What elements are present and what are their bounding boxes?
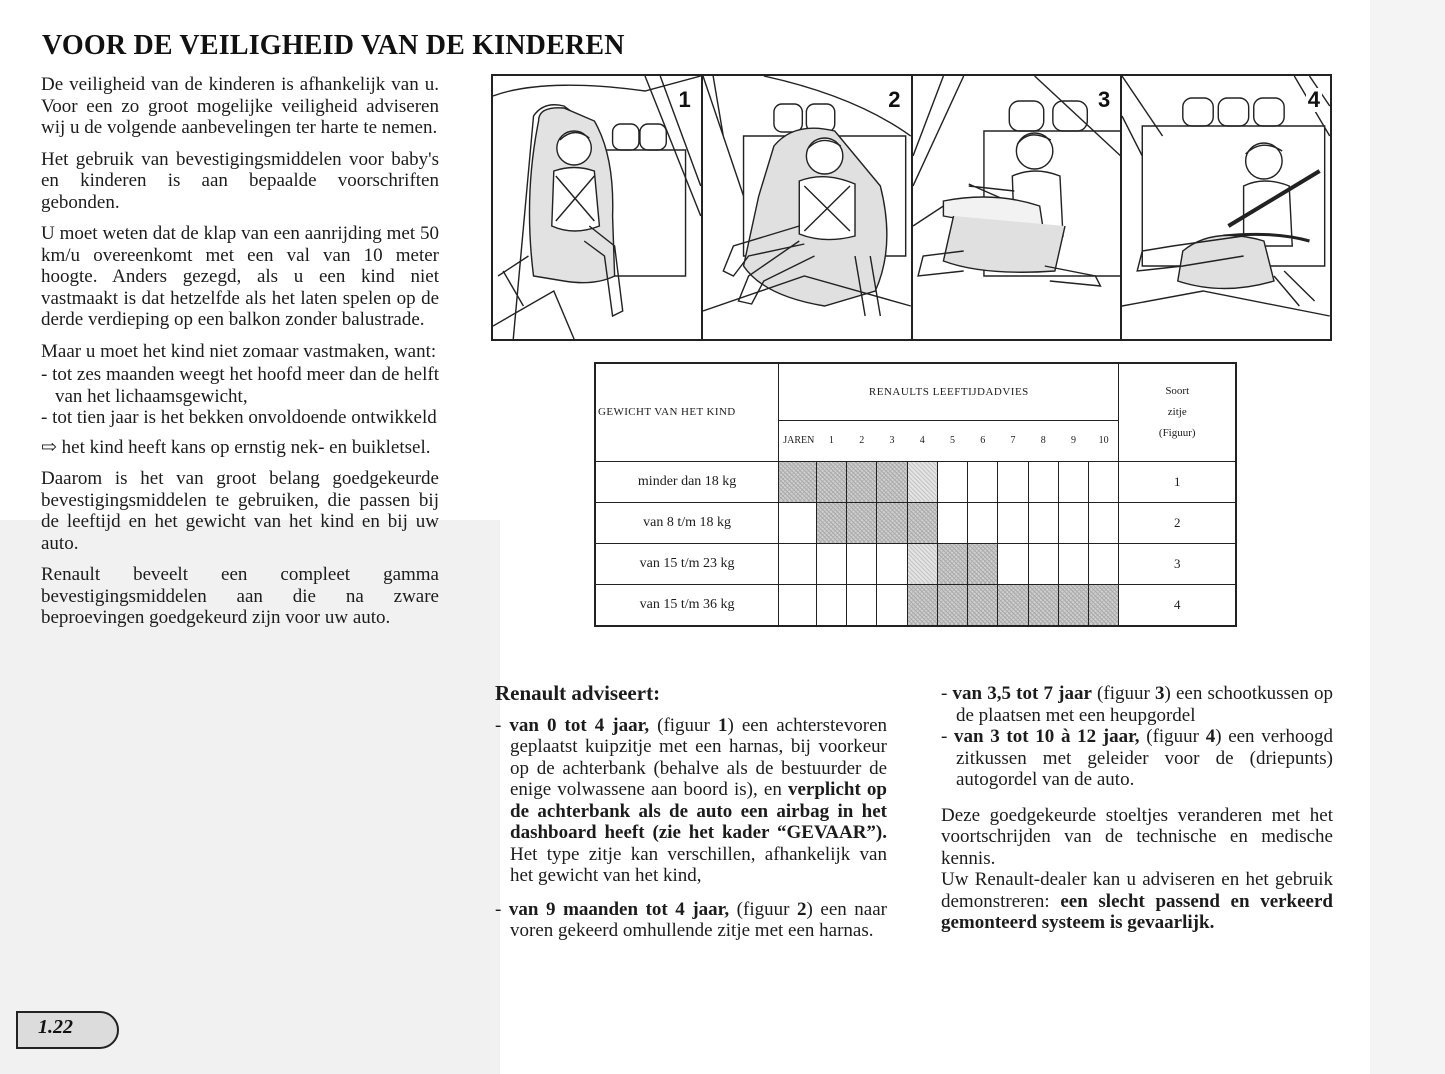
figure-reference: 4 [1119, 584, 1236, 626]
bullet-head-weight: - tot zes maanden weegt het hoofd meer dan de helft van het lichaamsgewicht, [41, 364, 439, 407]
year-label: 6 [968, 420, 998, 461]
age-cell [779, 502, 817, 543]
renault-range-paragraph: Renault beveelt een compleet gamma bevestigingsmiddelen aan die na zware beproevingen goedgekeurd zijn voor uw auto. [41, 564, 439, 628]
figure-2-forward-facing-seat [703, 76, 913, 339]
table-row [595, 461, 1236, 502]
year-label: 5 [937, 420, 967, 461]
age-cell [907, 502, 937, 543]
approved-devices-paragraph: Daarom is het van groot belang goedgekeurde bevestigingsmiddelen te gebruiken, die passen bij de leeftijd en het gewicht van het kind en bij uw auto. [41, 468, 439, 554]
regulations-paragraph: Het gebruik van bevestigingsmiddelen voor baby's en kinderen is aan bepaalde voorschriften gebonden. [41, 148, 439, 213]
weight-label: van 15 t/m 36 kg [595, 584, 779, 626]
weight-label: van 8 t/m 18 kg [595, 502, 779, 543]
age-cell [847, 584, 877, 626]
age-cell [968, 584, 998, 626]
age-cell [968, 502, 998, 543]
weight-column-header: GEWICHT VAN HET KIND [595, 363, 779, 461]
figure-number: 4 [1307, 87, 1320, 112]
table-row [595, 502, 1236, 543]
weight-label: van 15 t/m 23 kg [595, 543, 779, 584]
intro-column [41, 74, 439, 639]
impact-paragraph: U moet weten dat de klap van een aanrijding met 50 km/u overeenkomt met een val van 10 meter hoogte. Anders gezegd, als u een kind niet vastmaakt is dat hetzelfde als het laten spelen op de derde verdieping op een balkon zonder balustrade. [41, 223, 439, 330]
age-cell [1058, 461, 1088, 502]
renault-age-advice-header: RENAULTS LEEFTIJDADVIES [779, 363, 1119, 420]
age-cell [998, 584, 1028, 626]
figure-1-rear-facing-seat [493, 76, 703, 339]
age-cell [816, 584, 846, 626]
year-label: 3 [877, 420, 907, 461]
age-cell [779, 461, 817, 502]
age-cell [907, 543, 937, 584]
injury-warning: ⇨ het kind heeft kans op ernstig nek- en buikletsel. [41, 436, 431, 458]
age-cell [998, 543, 1028, 584]
age-cell [877, 584, 907, 626]
age-cell [779, 584, 817, 626]
age-cell [1028, 461, 1058, 502]
forward-facing-seat-drawing [703, 76, 911, 339]
advice-item-9-months-4-years: - van 9 maanden tot 4 jaar, (figuur 2) een naar voren gekeerd omhullende zitje met een harnas. [495, 898, 887, 941]
age-cell [877, 502, 907, 543]
age-cell [1089, 584, 1119, 626]
age-cell [877, 543, 907, 584]
age-cell [1058, 543, 1088, 584]
year-label: 2 [847, 420, 877, 461]
age-cell [937, 461, 967, 502]
age-cell [968, 461, 998, 502]
age-cell [937, 584, 967, 626]
rear-facing-seat-drawing [493, 76, 701, 339]
age-cell [1089, 461, 1119, 502]
advice-column-right [941, 683, 1333, 934]
age-advice-table [594, 362, 1237, 627]
year-label: 7 [998, 420, 1028, 461]
age-cell [1028, 584, 1058, 626]
age-cell [816, 543, 846, 584]
advice-item-3-12-years: - van 3 tot 10 à 12 jaar, (figuur 4) een verhoogd zitkussen met geleider voor de (driepunts) autogordel van de auto. [941, 726, 1333, 790]
age-cell [998, 461, 1028, 502]
age-cell [968, 543, 998, 584]
advice-item-0-4-years: - van 0 tot 4 jaar, (figuur 1) een achterstevoren geplaatst kuipzitje met een harnas, bij voorkeur op de achterbank (behalve als de bestuurder de enige volwassene aan boord is), en verplicht op de achterbank als de auto een airbag in het dashboard heeft (zie het kader “GEVAAR”). Het type zitje kan verschillen, afhankelijk van het gewicht van het kind, [495, 714, 887, 886]
lap-cushion-drawing [913, 76, 1121, 339]
age-cell [816, 502, 846, 543]
age-cell [1028, 502, 1058, 543]
closing-paragraph-knowledge: Deze goedgekeurde stoeltjes veranderen met het voortschrijden van de technische en medische kennis. [941, 804, 1333, 869]
booster-seat-drawing [1122, 76, 1330, 339]
intro-paragraph: De veiligheid van de kinderen is afhankelijk van u. Voor een zo groot mogelijke veiligheid adviseren wij u de volgende aanbevelingen ter harte te nemen. [41, 74, 439, 138]
age-cell [1058, 502, 1088, 543]
figure-reference: 2 [1119, 502, 1236, 543]
age-cell [1028, 543, 1058, 584]
weight-label: minder dan 18 kg [595, 461, 779, 502]
age-cell [779, 543, 817, 584]
year-label: 1 [816, 420, 846, 461]
figure-number: 2 [888, 87, 901, 112]
age-cell [998, 502, 1028, 543]
age-cell [847, 502, 877, 543]
figure-number: 3 [1098, 87, 1111, 112]
bullet-pelvis: - tot tien jaar is het bekken onvoldoende ontwikkeld [41, 407, 437, 428]
figure-number: 1 [678, 87, 691, 112]
figure-reference: 3 [1119, 543, 1236, 584]
figure-reference: 1 [1119, 461, 1236, 502]
years-label: JAREN [779, 420, 817, 461]
child-seat-illustrations [491, 74, 1332, 341]
advice-item-3-5-7-years: - van 3,5 tot 7 jaar (figuur 3) een schootkussen op de plaatsen met een heupgordel [941, 683, 1333, 726]
age-cell [1058, 584, 1088, 626]
fastening-paragraph: Maar u moet het kind niet zomaar vastmaken, want: [41, 340, 437, 362]
figure-3-lap-cushion [913, 76, 1123, 339]
age-cell [907, 584, 937, 626]
year-label: 8 [1028, 420, 1058, 461]
age-cell [847, 461, 877, 502]
advice-column [495, 683, 887, 954]
age-cell [1089, 543, 1119, 584]
page-title: VOOR DE VEILIGHEID VAN DE KINDEREN [42, 30, 625, 61]
table-row [595, 543, 1236, 584]
year-label: 9 [1058, 420, 1088, 461]
age-cell [877, 461, 907, 502]
page-number: 1.22 [38, 1016, 73, 1038]
age-cell [937, 543, 967, 584]
page-margin-shading [1370, 0, 1445, 1074]
figure-4-booster-seat [1122, 76, 1330, 339]
age-cell [816, 461, 846, 502]
arrow-icon: ⇨ [41, 436, 57, 458]
age-cell [847, 543, 877, 584]
year-label: 10 [1089, 420, 1119, 461]
seat-type-header: Soort zitje (Figuur) [1119, 363, 1236, 461]
year-label: 4 [907, 420, 937, 461]
age-cell [937, 502, 967, 543]
age-cell [1089, 502, 1119, 543]
advice-heading: Renault adviseert: [495, 681, 661, 705]
closing-paragraph-dealer: Uw Renault-dealer kan u adviseren en het gebruik demonstreren: een slecht passend en verkeerd gemonteerd systeem is gevaarlijk. [941, 869, 1333, 933]
table-row [595, 584, 1236, 626]
age-cell [907, 461, 937, 502]
